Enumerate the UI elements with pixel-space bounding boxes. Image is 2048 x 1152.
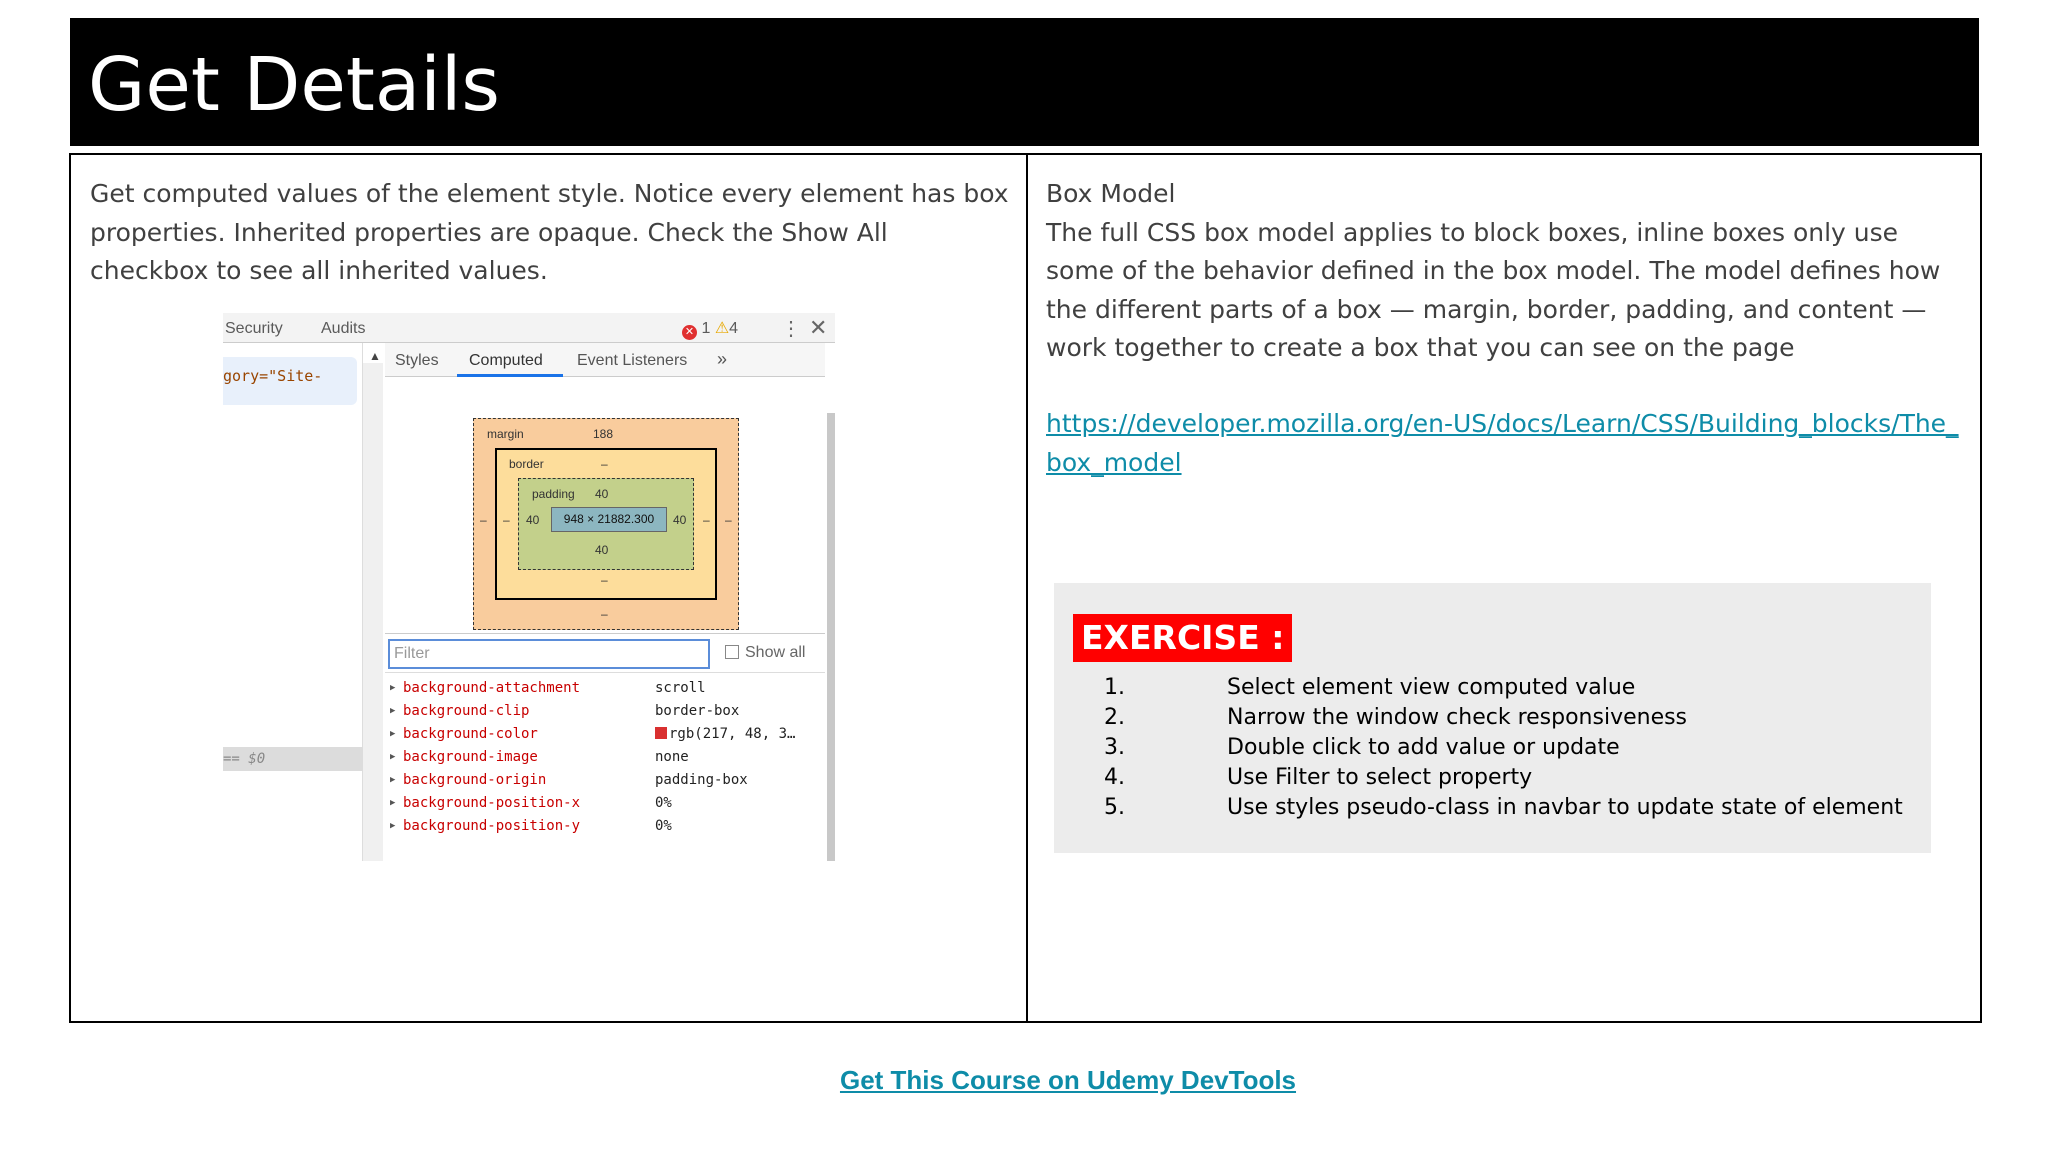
property-row[interactable]: [385, 792, 825, 815]
tab-event-listeners[interactable]: Event Listeners: [577, 352, 688, 369]
exercise-list: [1104, 673, 1924, 823]
expand-arrow-icon[interactable]: ▶: [390, 729, 396, 739]
property-value: 0%: [655, 818, 672, 834]
property-row[interactable]: [385, 677, 825, 700]
elements-tree: [223, 343, 363, 861]
show-all-label: Show all: [745, 644, 806, 661]
show-all-checkbox[interactable]: [725, 645, 739, 659]
filter-row: [385, 633, 825, 673]
property-name: background-clip: [403, 703, 530, 719]
right-description-block: [1046, 175, 1966, 368]
property-name: background-position-y: [403, 818, 581, 834]
border-right-value[interactable]: –: [703, 513, 710, 527]
warning-count: 4: [729, 320, 739, 337]
border-label: border: [509, 457, 544, 471]
devtools-screenshot: [223, 313, 835, 861]
dollar-zero-row[interactable]: == $0: [223, 747, 363, 771]
mdn-box-model-link[interactable]: https://developer.mozilla.org/en-US/docs/Learn/CSS/Building_blocks/The_box_model: [1046, 409, 1959, 477]
property-row[interactable]: [385, 769, 825, 792]
warning-icon: ⚠: [714, 320, 730, 337]
error-icon: ✕: [682, 325, 697, 340]
tab-styles[interactable]: Styles: [395, 352, 439, 369]
list-item: 1. Select element view computed value: [1104, 675, 1636, 700]
expand-arrow-icon[interactable]: ▶: [390, 683, 396, 693]
content-table: [69, 153, 1982, 1023]
border-left-value[interactable]: –: [503, 513, 510, 527]
property-value: none: [655, 749, 689, 765]
color-swatch-icon[interactable]: [655, 727, 667, 739]
devtools-topbar: [223, 313, 835, 343]
property-row[interactable]: [385, 746, 825, 769]
section-description: The full CSS box model applies to block boxes, inline boxes only use some of the behavior defined in the box model. The model defines how the different parts of a box — margin, border, padding, and content — work together to create a box that you can see on the page: [1046, 217, 1941, 362]
property-value: 0%: [655, 795, 672, 811]
filter-input[interactable]: Filter: [388, 639, 710, 669]
margin-right-value[interactable]: –: [725, 513, 732, 527]
page-title: Get Details: [88, 42, 500, 128]
column-divider: [1026, 155, 1028, 1021]
tab-computed[interactable]: Computed: [469, 352, 543, 369]
property-row[interactable]: [385, 723, 825, 746]
border-bottom-value[interactable]: –: [601, 573, 608, 587]
expand-arrow-icon[interactable]: ▶: [390, 798, 396, 808]
more-tabs-icon[interactable]: »: [717, 349, 728, 369]
border-top-value[interactable]: –: [601, 457, 608, 471]
padding-bottom-value[interactable]: 40: [595, 543, 609, 557]
list-item: 2. Narrow the window check responsiveness: [1104, 705, 1688, 730]
vertical-scrollbar[interactable]: [827, 413, 835, 861]
padding-left-value[interactable]: 40: [526, 513, 540, 527]
error-count: 1: [701, 320, 711, 337]
property-row[interactable]: [385, 815, 825, 838]
scroll-up-icon[interactable]: ▲: [369, 349, 381, 363]
property-value: scroll: [655, 680, 706, 696]
exercise-label: EXERCISE :: [1073, 614, 1292, 662]
expand-arrow-icon[interactable]: ▶: [390, 775, 396, 785]
list-item: 5. Use styles pseudo-class in navbar to update state of element: [1104, 795, 1903, 820]
property-value: rgb(217, 48, 3…: [669, 726, 796, 742]
title-bar: [70, 18, 1979, 146]
more-menu-icon[interactable]: ⋮: [781, 318, 801, 340]
padding-top-value[interactable]: 40: [595, 487, 609, 501]
close-icon[interactable]: ✕: [809, 315, 828, 340]
tab-audits[interactable]: Audits: [321, 320, 366, 337]
margin-top-value[interactable]: 188: [593, 427, 614, 441]
property-value: border-box: [655, 703, 740, 719]
margin-label: margin: [487, 427, 524, 441]
computed-panel: [385, 343, 825, 861]
left-description: Get computed values of the element style. Notice every element has box properties. Inherited properties are opaque. Check the Show All checkbox to see all inherited values.: [90, 179, 1009, 285]
node-attribute: gory="Site-: [223, 367, 323, 385]
property-name: background-color: [403, 726, 538, 742]
show-all-toggle[interactable]: [725, 644, 805, 662]
padding-right-value[interactable]: 40: [673, 513, 687, 527]
udemy-course-link[interactable]: Get This Course on Udemy DevTools: [839, 1065, 1297, 1095]
padding-label: padding: [532, 487, 575, 501]
exercise-box: [1054, 583, 1931, 853]
list-item: 3. Double click to add value or update: [1104, 735, 1620, 760]
property-name: background-attachment: [403, 680, 581, 696]
expand-arrow-icon[interactable]: ▶: [390, 752, 396, 762]
content-box[interactable]: 948 × 21882.300: [551, 507, 667, 532]
panel-subtabs: [385, 343, 825, 377]
property-value: padding-box: [655, 772, 748, 788]
property-name: background-image: [403, 749, 538, 765]
property-row[interactable]: [385, 700, 825, 723]
property-name: background-position-x: [403, 795, 581, 811]
margin-bottom-value[interactable]: –: [601, 607, 608, 621]
margin-left-value[interactable]: –: [480, 513, 487, 527]
box-model-diagram: [385, 377, 825, 627]
panel-gutter: [363, 363, 383, 861]
expand-arrow-icon[interactable]: ▶: [390, 706, 396, 716]
error-warning-counter[interactable]: [682, 318, 738, 340]
property-name: background-origin: [403, 772, 547, 788]
section-heading: Box Model: [1046, 179, 1176, 208]
computed-property-list: [385, 677, 825, 838]
list-item: 4. Use Filter to select property: [1104, 765, 1533, 790]
tab-security[interactable]: Security: [225, 320, 283, 337]
expand-arrow-icon[interactable]: ▶: [390, 821, 396, 831]
property-value-with-swatch: [655, 723, 795, 746]
